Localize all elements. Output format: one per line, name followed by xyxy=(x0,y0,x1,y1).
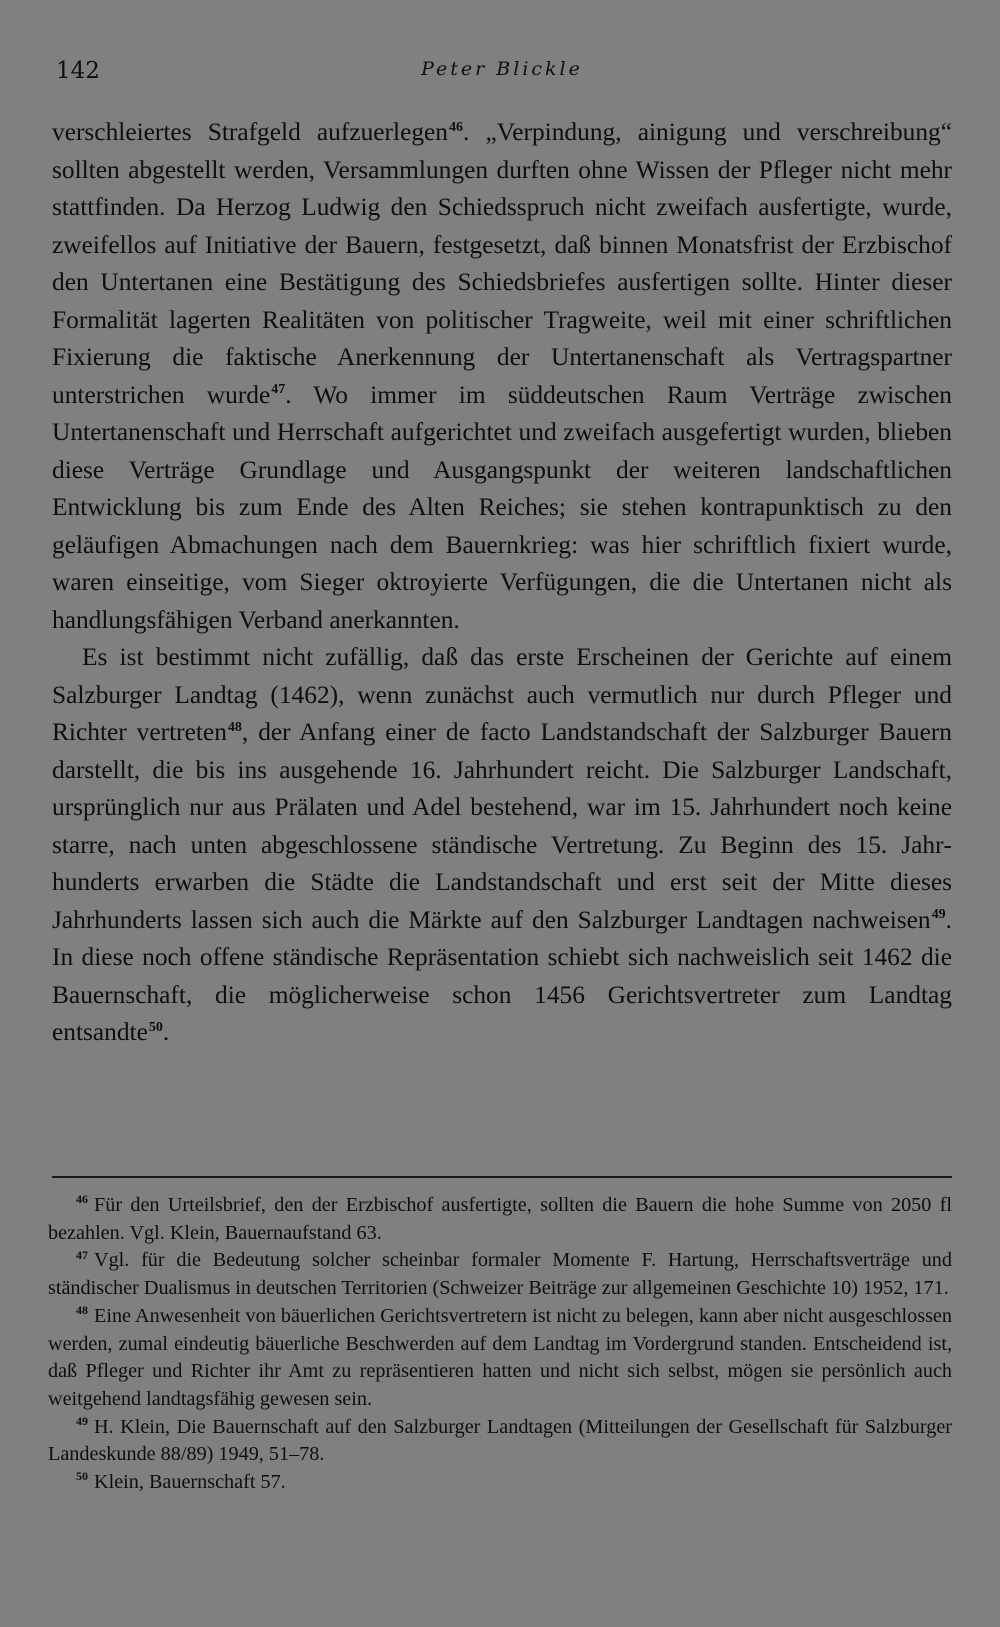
footnote-50 xyxy=(48,1469,952,1497)
paragraph-1-text-c: . Wo immer im süddeutschen Raum Verträge zwischen Untertanenschaft und Herrschaft aufgerichtet und zweifach ausgefertigt wurden, blieben diese Verträge Grundlage und Ausgangspunkt der weiteren landschaftlichen Entwicklung bis zum Ende des Alten Reiches; sie stehen kontrapunktisch zu den geläufigen Abmachungen nach dem Bauernkrieg: was hier schriftlich fixiert wurde, waren einseitige, vom Sieger oktroyierte Verfügungen, die die Untertanen nicht als handlungsfähigen Verband anerkannten. xyxy=(52,380,952,634)
footnote-divider xyxy=(52,1176,952,1178)
footnote-number: 48 xyxy=(76,1303,88,1318)
footnote-ref-46[interactable]: 46 xyxy=(449,119,463,135)
footnote-text: H. Klein, Die Bauernschaft auf den Salzburger Landtagen (Mitteilungen der Gesellschaft für Salzburger Landeskunde 88/89) 1949, 51–78. xyxy=(48,1415,952,1466)
paragraph-1-text-a: verschleiertes Strafgeld aufzuerlegen xyxy=(52,118,448,146)
footnote-48 xyxy=(48,1303,952,1414)
footnote-47 xyxy=(48,1247,952,1302)
footnote-number: 46 xyxy=(76,1192,88,1207)
footnote-text: Für den Urteilsbrief, den der Erzbischof ausfertigte, sollten die Bauern die hohe Summe von 2050 fl bezahlen. Vgl. Klein, Bauernaufstand 63. xyxy=(48,1194,952,1244)
footnote-number: 47 xyxy=(76,1247,88,1262)
footnote-ref-49[interactable]: 49 xyxy=(931,907,946,923)
paragraph-2 xyxy=(52,639,952,1052)
paragraph-2-text-b: , der Anfang einer de facto Landstandschaft der Salzburger Bauern darstellt, die bis ins ausgehende 16. Jahrhundert reicht. Die Salzburger Landschaft, ursprünglich nur aus Prälaten und Adel bestehend, war im 15. Jahrhundert noch keine starre, nach unten abgeschlossene ständische Vertretung. Zu Beginn des 15. Jahrhunderts erwarben die Städte die Landstandschaft und erst seit der Mitte dieses Jahrhunderts lassen sich auch die Märkte auf den Salzburger Landtagen nachweisen xyxy=(52,718,952,934)
page-number: 142 xyxy=(56,58,100,84)
footnote-ref-47[interactable]: 47 xyxy=(271,382,286,398)
paragraph-2-text-d: . xyxy=(162,1018,170,1046)
footnote-49 xyxy=(48,1414,952,1469)
footnotes xyxy=(48,1192,952,1497)
footnote-number: 49 xyxy=(76,1413,88,1428)
paragraph-1 xyxy=(52,114,952,639)
footnote-text: Vgl. für die Bedeutung solcher scheinbar formaler Momente F. Hartung, Herrschaftsverträge und ständischer Dualismus in deutschen Territorien (Schweizer Beiträge zur allgemeinen Geschichte 10) 1952, 171. xyxy=(48,1249,952,1300)
footnote-number: 50 xyxy=(76,1469,88,1484)
paragraph-2-text-a: Es ist bestimmt nicht zufällig, daß das erste Erscheinen der Gerichte auf einem Salzburger Landtag (1462), wenn zunächst auch vermutlich nur durch Pfleger und Richter vertreten xyxy=(52,643,952,746)
footnote-text: Klein, Bauernschaft 57. xyxy=(94,1471,286,1494)
footnote-text: Eine Anwesenheit von bäuerlichen Gerichtsvertretern ist nicht zu belegen, kann aber nicht ausgeschlossen werden, zumal eindeutig bäuerliche Beschwerden auf dem Landtag im Vordergrund standen. Entscheidend ist, daß Pfleger und Richter ihr Amt zu repräsentieren hatten und nicht sich selbst, mögen sie persönlich auch weitgehend landtagsfähig gewesen sein. xyxy=(48,1304,952,1410)
main-text xyxy=(52,114,952,1052)
footnote-ref-48[interactable]: 48 xyxy=(227,719,242,735)
paragraph-2-text-c: . In diese noch offene ständische Repräsentation schiebt sich nachweislich seit 1462 die Bauernschaft, die möglicherweise schon 1456 Gerichtsvertreter zum Landtag entsandte xyxy=(52,905,952,1046)
page-header xyxy=(56,58,948,88)
footnote-46 xyxy=(48,1192,952,1247)
paragraph-1-text-b: . „Verpindung, ainigung und verschreibung“ sollten abgestellt werden, Versammlungen durften ohne Wissen der Pfleger nicht mehr stattfinden. Da Herzog Ludwig den Schiedsspruch nicht zweifach ausfertigte, wurde, zweifellos auf Initiative der Bauern, festgesetzt, daß binnen Monatsfrist der Erzbischof den Untertanen eine Bestätigung des Schiedsbriefes ausfertigen sollte. Hinter dieser Formalität lagerten Realitäten von politischer Tragweite, weil mit einer schriftlichen Fixierung die faktische Anerkennung der Untertanenschaft als Vertragspartner unterstrichen wurde xyxy=(52,118,952,409)
running-head: Peter Blickle xyxy=(421,58,583,80)
footnote-ref-50[interactable]: 50 xyxy=(148,1019,163,1035)
